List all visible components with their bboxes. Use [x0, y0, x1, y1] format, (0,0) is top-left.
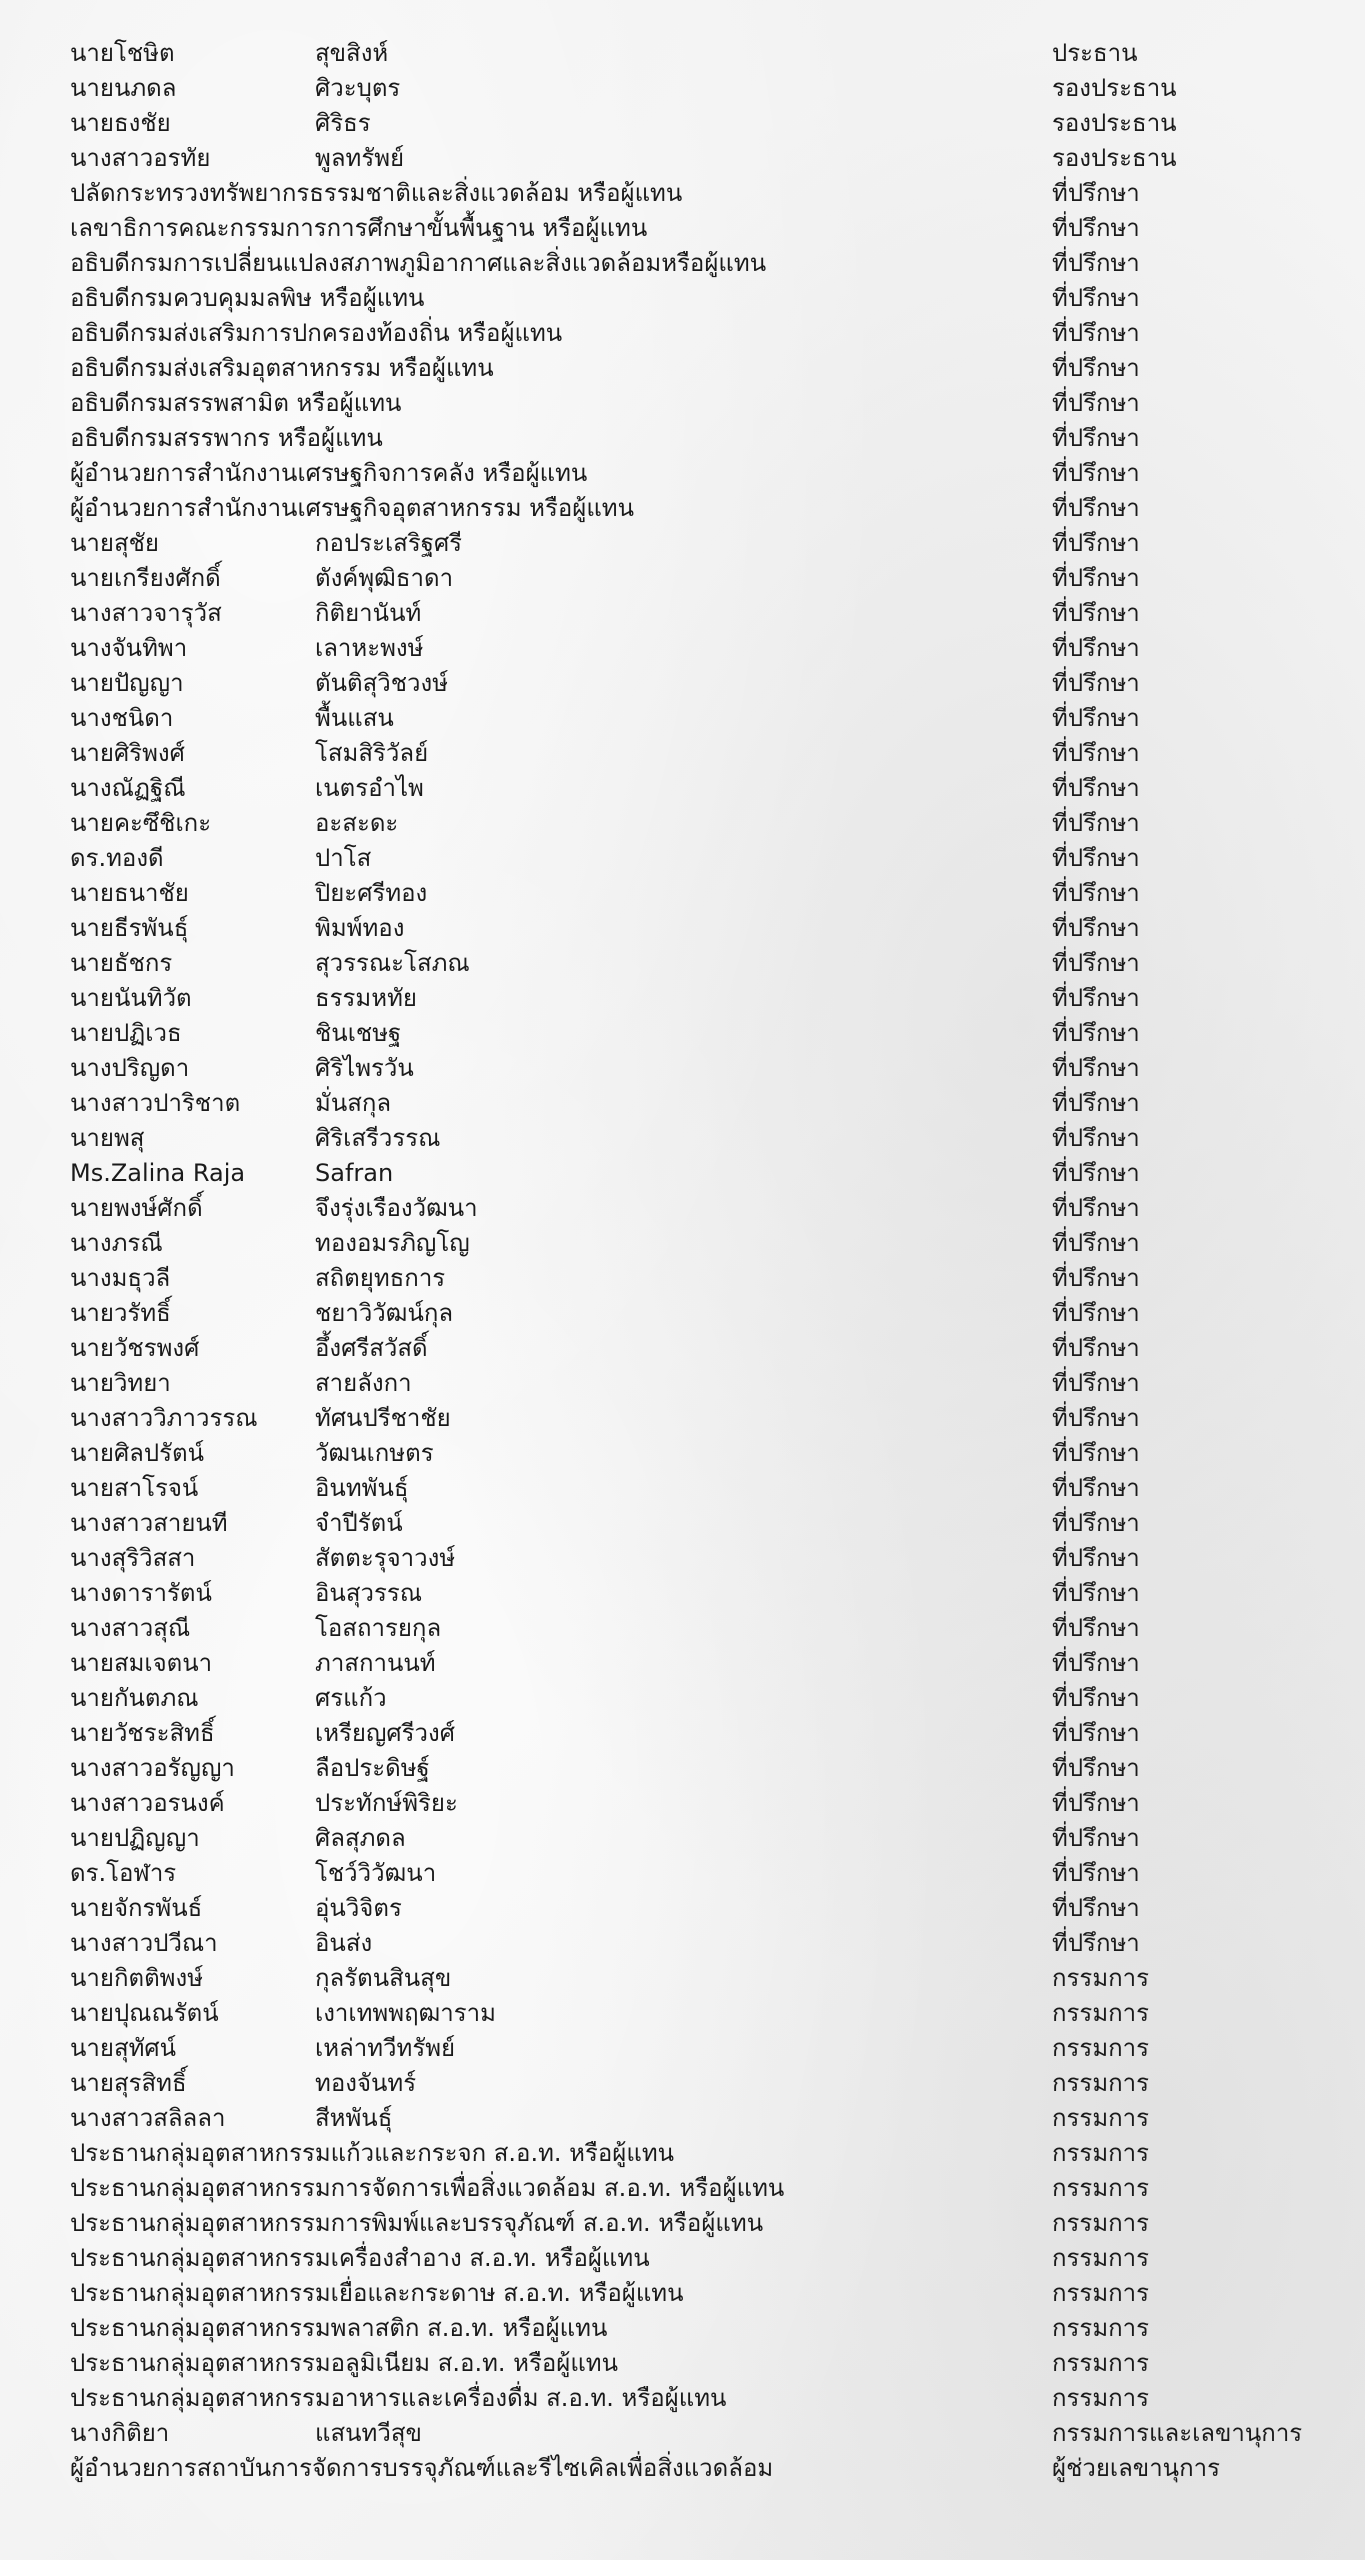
member-last-name: ศรแก้ว [315, 1684, 387, 1712]
member-role: กรรมการ [1052, 2034, 1150, 2062]
member-role: ที่ปรึกษา [1052, 1824, 1140, 1852]
member-last-name: สุวรรณะโสภณ [315, 949, 470, 977]
member-last-name: ตังค์พุฒิธาดา [315, 564, 454, 592]
member-title: ประธานกลุ่มอุตสาหกรรมแก้วและกระจก ส.อ.ท. หรือผู้แทน [70, 2139, 675, 2167]
member-first-name: นายศิริพงศ์ [70, 739, 185, 767]
member-role: รองประธาน [1052, 109, 1177, 137]
member-last-name: ศิลสุภดล [315, 1824, 406, 1852]
committee-row [70, 561, 1350, 596]
member-first-name: นางณัฏฐิณี [70, 774, 186, 802]
member-first-name: นายวัชรพงศ์ [70, 1334, 200, 1362]
member-title: อธิบดีกรมควบคุมมลพิษ หรือผู้แทน [70, 284, 425, 312]
member-first-name: นายปัญญา [70, 669, 184, 697]
member-role: กรรมการ [1052, 2279, 1150, 2307]
member-role: ที่ปรึกษา [1052, 704, 1140, 732]
member-last-name: โชว์วิวัฒนา [315, 1859, 437, 1887]
member-role: กรรมการ [1052, 2104, 1150, 2132]
committee-row [70, 2346, 1350, 2381]
member-title: อธิบดีกรมสรรพสามิต หรือผู้แทน [70, 389, 402, 417]
committee-row [70, 1051, 1350, 1086]
committee-row [70, 841, 1350, 876]
member-first-name: นายจักรพันธ์ [70, 1894, 203, 1922]
member-first-name: นายพสุ [70, 1124, 145, 1152]
committee-row [70, 1856, 1350, 1891]
member-first-name: นางกิติยา [70, 2419, 170, 2447]
member-title: ประธานกลุ่มอุตสาหกรรมอาหารและเครื่องดื่ม ส.อ.ท. หรือผู้แทน [70, 2384, 727, 2412]
committee-row [70, 2416, 1350, 2451]
member-first-name: นายธีรพันธุ์ [70, 914, 189, 942]
member-role: ที่ปรึกษา [1052, 1509, 1140, 1537]
member-role: ที่ปรึกษา [1052, 564, 1140, 592]
member-role: ที่ปรึกษา [1052, 1614, 1140, 1642]
committee-row [70, 771, 1350, 806]
member-role: ที่ปรึกษา [1052, 354, 1140, 382]
member-first-name: นางสาวปาริชาต [70, 1089, 241, 1117]
member-last-name: ศิริไพรวัน [315, 1054, 414, 1082]
member-title: ผู้อำนวยการสำนักงานเศรษฐกิจอุตสาหกรรม หรือผู้แทน [70, 494, 635, 522]
member-first-name: นายธัชกร [70, 949, 173, 977]
committee-row [70, 1611, 1350, 1646]
committee-row [70, 1506, 1350, 1541]
member-role: ที่ปรึกษา [1052, 1649, 1140, 1677]
member-last-name: สุขสิงห์ [315, 39, 389, 67]
committee-row [70, 2136, 1350, 2171]
member-role: ที่ปรึกษา [1052, 1159, 1140, 1187]
member-last-name: กิติยานันท์ [315, 599, 422, 627]
member-last-name: จำปีรัตน์ [315, 1509, 403, 1537]
member-role: ที่ปรึกษา [1052, 1124, 1140, 1152]
member-title: อธิบดีกรมส่งเสริมอุตสาหกรรม หรือผู้แทน [70, 354, 494, 382]
committee-row [70, 246, 1350, 281]
member-first-name: นายโชษิต [70, 39, 175, 67]
member-last-name: ทองจันทร์ [315, 2069, 417, 2097]
member-role: ที่ปรึกษา [1052, 179, 1140, 207]
member-last-name: สายลังกา [315, 1369, 412, 1397]
member-last-name: ภาสกานนท์ [315, 1649, 436, 1677]
committee-row [70, 1821, 1350, 1856]
committee-row [70, 1401, 1350, 1436]
committee-row [70, 1926, 1350, 1961]
committee-row [70, 806, 1350, 841]
member-first-name: นางมธุวลี [70, 1264, 171, 1292]
committee-row [70, 2066, 1350, 2101]
committee-row [70, 211, 1350, 246]
member-role: กรรมการ [1052, 2209, 1150, 2237]
committee-row [70, 1121, 1350, 1156]
committee-row [70, 2311, 1350, 2346]
member-role: ที่ปรึกษา [1052, 1019, 1140, 1047]
member-role: ที่ปรึกษา [1052, 1474, 1140, 1502]
member-first-name: นางสาวสายนที [70, 1509, 228, 1537]
member-role: ผู้ช่วยเลขานุการ [1052, 2454, 1220, 2482]
member-first-name: นายกันตภณ [70, 1684, 199, 1712]
member-first-name: นางสาวปวีณา [70, 1929, 218, 1957]
member-first-name: นายปฏิญญา [70, 1824, 200, 1852]
committee-row [70, 1436, 1350, 1471]
committee-row [70, 736, 1350, 771]
committee-row [70, 36, 1350, 71]
member-first-name: นางปริญดา [70, 1054, 190, 1082]
member-role: ที่ปรึกษา [1052, 1439, 1140, 1467]
member-title: ประธานกลุ่มอุตสาหกรรมเครื่องสำอาง ส.อ.ท. หรือผู้แทน [70, 2244, 650, 2272]
committee-row [70, 1891, 1350, 1926]
member-last-name: สีหพันธุ์ [315, 2104, 393, 2132]
committee-row [70, 596, 1350, 631]
member-role: ที่ปรึกษา [1052, 1404, 1140, 1432]
member-role: ที่ปรึกษา [1052, 1299, 1140, 1327]
member-first-name: นางภรณี [70, 1229, 163, 1257]
committee-row [70, 526, 1350, 561]
member-role: กรรมการ [1052, 2174, 1150, 2202]
member-last-name: ธรรมหทัย [315, 984, 417, 1012]
member-last-name: ตันติสุวิชวงษ์ [315, 669, 449, 697]
committee-row [70, 1961, 1350, 1996]
committee-row [70, 176, 1350, 211]
committee-row [70, 2241, 1350, 2276]
committee-row [70, 1226, 1350, 1261]
member-first-name: นายเกรียงศักดิ์ [70, 564, 221, 592]
member-last-name: สถิตยุทธการ [315, 1264, 446, 1292]
member-role: กรรมการ [1052, 2314, 1150, 2342]
member-role: รองประธาน [1052, 74, 1177, 102]
member-role: ที่ปรึกษา [1052, 1544, 1140, 1572]
member-last-name: ศิริเสรีวรรณ [315, 1124, 441, 1152]
member-last-name: เหรียญศรีวงศ์ [315, 1719, 455, 1747]
member-title: ประธานกลุ่มอุตสาหกรรมเยื่อและกระดาษ ส.อ.ท. หรือผู้แทน [70, 2279, 684, 2307]
member-last-name: โสมสิริวัลย์ [315, 739, 429, 767]
member-role: ที่ปรึกษา [1052, 1929, 1140, 1957]
member-first-name: นายนภดล [70, 74, 177, 102]
committee-row [70, 666, 1350, 701]
member-first-name: นายสุทัศน์ [70, 2034, 177, 2062]
member-role: ที่ปรึกษา [1052, 949, 1140, 977]
member-role: ที่ปรึกษา [1052, 1089, 1140, 1117]
committee-row [70, 351, 1350, 386]
member-role: ที่ปรึกษา [1052, 984, 1140, 1012]
member-last-name: อินสุวรรณ [315, 1579, 422, 1607]
member-role: ที่ปรึกษา [1052, 389, 1140, 417]
member-first-name: นางสาวอรทัย [70, 144, 211, 172]
member-first-name: นายนันทิวัต [70, 984, 192, 1012]
committee-row [70, 2381, 1350, 2416]
member-last-name: ทองอมรภิญโญ [315, 1229, 470, 1257]
member-role: ที่ปรึกษา [1052, 1789, 1140, 1817]
member-role: ที่ปรึกษา [1052, 1054, 1140, 1082]
committee-row [70, 1086, 1350, 1121]
committee-row [70, 491, 1350, 526]
committee-row [70, 106, 1350, 141]
member-first-name: นายคะซึชิเกะ [70, 809, 212, 837]
member-role: ที่ปรึกษา [1052, 1334, 1140, 1362]
committee-row [70, 631, 1350, 666]
member-role: ที่ปรึกษา [1052, 1229, 1140, 1257]
member-last-name: อินส่ง [315, 1929, 373, 1957]
member-role: ที่ปรึกษา [1052, 634, 1140, 662]
committee-row [70, 1786, 1350, 1821]
member-last-name: ปิยะศรีทอง [315, 879, 428, 907]
member-first-name: นางสาวจารุวัส [70, 599, 222, 627]
member-title: ประธานกลุ่มอุตสาหกรรมการพิมพ์และบรรจุภัณฑ์ ส.อ.ท. หรือผู้แทน [70, 2209, 764, 2237]
member-role: ที่ปรึกษา [1052, 669, 1140, 697]
member-first-name: นางสาวอรนงค์ [70, 1789, 225, 1817]
committee-row [70, 911, 1350, 946]
committee-row [70, 1261, 1350, 1296]
member-first-name: นางสาววิภาวรรณ [70, 1404, 258, 1432]
committee-row [70, 2101, 1350, 2136]
committee-row [70, 1576, 1350, 1611]
member-role: ที่ปรึกษา [1052, 1194, 1140, 1222]
committee-list [70, 36, 1350, 2486]
member-first-name: Ms.Zalina Raja [70, 1159, 246, 1187]
member-role: ที่ปรึกษา [1052, 739, 1140, 767]
member-last-name: อุ่นวิจิตร [315, 1894, 402, 1922]
committee-row [70, 2031, 1350, 2066]
member-title: อธิบดีกรมสรรพากร หรือผู้แทน [70, 424, 383, 452]
member-first-name: นายสาโรจน์ [70, 1474, 199, 1502]
committee-row [70, 456, 1350, 491]
committee-row [70, 2451, 1350, 2486]
member-first-name: นายสมเจตนา [70, 1649, 213, 1677]
member-first-name: นายปฏิเวธ [70, 1019, 182, 1047]
committee-row [70, 1646, 1350, 1681]
member-last-name: ชินเชษฐ [315, 1019, 402, 1047]
committee-row [70, 421, 1350, 456]
member-last-name: อะสะดะ [315, 809, 399, 837]
member-role: ที่ปรึกษา [1052, 284, 1140, 312]
committee-row [70, 1751, 1350, 1786]
member-first-name: นายธงชัย [70, 109, 171, 137]
member-role: ที่ปรึกษา [1052, 1719, 1140, 1747]
member-last-name: เงาเทพพฤฒาราม [315, 1999, 496, 2027]
committee-row [70, 946, 1350, 981]
committee-row [70, 981, 1350, 1016]
member-last-name: พิมพ์ทอง [315, 914, 405, 942]
member-role: ประธาน [1052, 39, 1138, 67]
member-first-name: นางสาวอรัญญา [70, 1754, 235, 1782]
member-last-name: จึงรุ่งเรืองวัฒนา [315, 1194, 478, 1222]
member-role: ที่ปรึกษา [1052, 249, 1140, 277]
member-role: กรรมการ [1052, 2139, 1150, 2167]
member-title: ผู้อำนวยการสถาบันการจัดการบรรจุภัณฑ์และรีไซเคิลเพื่อสิ่งแวดล้อม [70, 2454, 774, 2482]
member-first-name: นางดารารัตน์ [70, 1579, 212, 1607]
member-last-name: เลาหะพงษ์ [315, 634, 424, 662]
committee-row [70, 1716, 1350, 1751]
member-last-name: เนตรอำไพ [315, 774, 424, 802]
member-last-name: โอสถารยกุล [315, 1614, 442, 1642]
member-role: ที่ปรึกษา [1052, 529, 1140, 557]
member-title: อธิบดีกรมส่งเสริมการปกครองท้องถิ่น หรือผู้แทน [70, 319, 563, 347]
member-first-name: นางจันทิพา [70, 634, 188, 662]
member-last-name: อินทพันธุ์ [315, 1474, 409, 1502]
member-role: กรรมการ [1052, 2244, 1150, 2272]
committee-row [70, 316, 1350, 351]
member-role: ที่ปรึกษา [1052, 1859, 1140, 1887]
committee-row [70, 386, 1350, 421]
member-first-name: นายสุชัย [70, 529, 159, 557]
committee-row [70, 1156, 1350, 1191]
committee-row [70, 71, 1350, 106]
member-last-name: พื้นแสน [315, 704, 394, 732]
committee-row [70, 876, 1350, 911]
member-title: ประธานกลุ่มอุตสาหกรรมอลูมิเนียม ส.อ.ท. หรือผู้แทน [70, 2349, 619, 2377]
member-title: ประธานกลุ่มอุตสาหกรรมการจัดการเพื่อสิ่งแวดล้อม ส.อ.ท. หรือผู้แทน [70, 2174, 785, 2202]
member-last-name: วัฒนเกษตร [315, 1439, 434, 1467]
committee-row [70, 1471, 1350, 1506]
member-first-name: นายวัชระสิทธิ์ [70, 1719, 215, 1747]
member-last-name: ปาโส [315, 844, 372, 872]
member-role: ที่ปรึกษา [1052, 424, 1140, 452]
member-first-name: ดร.โอฬาร [70, 1859, 177, 1887]
member-role: กรรมการ [1052, 1999, 1150, 2027]
committee-row [70, 141, 1350, 176]
member-last-name: กอประเสริฐศรี [315, 529, 463, 557]
member-first-name: นางสาวสุณี [70, 1614, 191, 1642]
member-last-name: ลือประดิษฐ์ [315, 1754, 430, 1782]
member-last-name: สัตตะรุจาวงษ์ [315, 1544, 456, 1572]
member-role: ที่ปรึกษา [1052, 214, 1140, 242]
member-title: เลขาธิการคณะกรรมการการศึกษาขั้นพื้นฐาน หรือผู้แทน [70, 214, 648, 242]
member-last-name: ประทักษ์พิริยะ [315, 1789, 458, 1817]
committee-row [70, 1331, 1350, 1366]
member-last-name: อึ้งศรีสวัสดิ์ [315, 1334, 428, 1362]
member-role: กรรมการ [1052, 1964, 1150, 1992]
member-last-name: ศิวะบุตร [315, 74, 401, 102]
member-first-name: นางชนิดา [70, 704, 174, 732]
member-first-name: นายวรัทธิ์ [70, 1299, 171, 1327]
member-first-name: นางสุริวิสสา [70, 1544, 196, 1572]
member-role: กรรมการ [1052, 2069, 1150, 2097]
member-title: อธิบดีกรมการเปลี่ยนแปลงสภาพภูมิอากาศและสิ่งแวดล้อมหรือผู้แทน [70, 249, 767, 277]
member-role: ที่ปรึกษา [1052, 879, 1140, 907]
member-role: กรรมการ [1052, 2384, 1150, 2412]
member-role: กรรมการ [1052, 2349, 1150, 2377]
member-last-name: ทัศนปรีชาชัย [315, 1404, 451, 1432]
member-role: ที่ปรึกษา [1052, 494, 1140, 522]
member-first-name: นายวิทยา [70, 1369, 171, 1397]
member-role: ที่ปรึกษา [1052, 844, 1140, 872]
member-last-name: มั่นสกุล [315, 1089, 392, 1117]
member-title: ประธานกลุ่มอุตสาหกรรมพลาสติก ส.อ.ท. หรือผู้แทน [70, 2314, 608, 2342]
member-role: ที่ปรึกษา [1052, 1684, 1140, 1712]
member-role: ที่ปรึกษา [1052, 914, 1140, 942]
committee-row [70, 1541, 1350, 1576]
committee-row [70, 2171, 1350, 2206]
member-first-name: นายสุรสิทธิ์ [70, 2069, 187, 2097]
member-role: ที่ปรึกษา [1052, 809, 1140, 837]
member-role: ที่ปรึกษา [1052, 1579, 1140, 1607]
committee-row [70, 281, 1350, 316]
member-role: ที่ปรึกษา [1052, 1264, 1140, 1292]
member-first-name: ดร.ทองดี [70, 844, 164, 872]
member-role: ที่ปรึกษา [1052, 459, 1140, 487]
member-title: ปลัดกระทรวงทรัพยากรธรรมชาติและสิ่งแวดล้อม หรือผู้แทน [70, 179, 683, 207]
member-role: กรรมการและเลขานุการ [1052, 2419, 1303, 2447]
member-role: ที่ปรึกษา [1052, 1894, 1140, 1922]
member-role: ที่ปรึกษา [1052, 774, 1140, 802]
member-last-name: Safran [315, 1159, 394, 1187]
member-first-name: นายปุณณรัตน์ [70, 1999, 219, 2027]
member-last-name: เหล่าทวีทรัพย์ [315, 2034, 456, 2062]
member-first-name: นายกิตติพงษ์ [70, 1964, 204, 1992]
member-role: ที่ปรึกษา [1052, 599, 1140, 627]
member-first-name: นางสาวสลิลลา [70, 2104, 226, 2132]
member-first-name: นายธนาชัย [70, 879, 189, 907]
member-last-name: ชยาวิวัฒน์กุล [315, 1299, 454, 1327]
member-role: รองประธาน [1052, 144, 1177, 172]
member-last-name: พูลทรัพย์ [315, 144, 405, 172]
committee-row [70, 2276, 1350, 2311]
member-role: ที่ปรึกษา [1052, 1754, 1140, 1782]
member-first-name: นายพงษ์ศักดิ์ [70, 1194, 203, 1222]
committee-row [70, 1366, 1350, 1401]
member-role: ที่ปรึกษา [1052, 1369, 1140, 1397]
member-last-name: แสนทวีสุข [315, 2419, 422, 2447]
committee-row [70, 1996, 1350, 2031]
committee-row [70, 1016, 1350, 1051]
member-last-name: ศิริธร [315, 109, 371, 137]
committee-row [70, 1681, 1350, 1716]
committee-row [70, 701, 1350, 736]
committee-row [70, 2206, 1350, 2241]
committee-row [70, 1191, 1350, 1226]
member-role: ที่ปรึกษา [1052, 319, 1140, 347]
member-title: ผู้อำนวยการสำนักงานเศรษฐกิจการคลัง หรือผู้แทน [70, 459, 588, 487]
member-first-name: นายศิลปรัตน์ [70, 1439, 205, 1467]
member-last-name: กุลรัตนสินสุข [315, 1964, 452, 1992]
committee-row [70, 1296, 1350, 1331]
